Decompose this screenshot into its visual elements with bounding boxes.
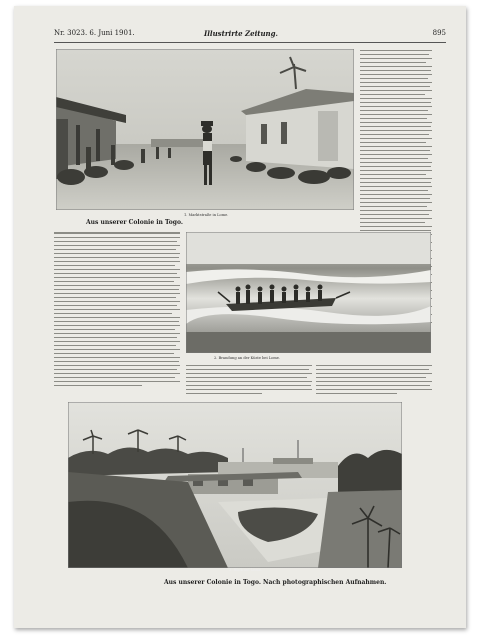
article-title: Aus unserer Colonie in Togo.: [86, 219, 183, 226]
newspaper-page: [14, 6, 466, 628]
middle-column-text-b: [316, 365, 432, 397]
photo-surf-boat: [186, 232, 431, 353]
photo-market-street: [56, 49, 354, 210]
bottom-caption: Aus unserer Colonie in Togo. Nach photographischen Aufnahmen.: [164, 579, 387, 586]
page-number: 895: [432, 29, 446, 37]
masthead: Illustrirte Zeitung.: [204, 29, 278, 38]
left-column-text: [54, 232, 180, 389]
caption-photo-2: 2. Brandung an der Küste bei Lome.: [214, 356, 281, 360]
page-header: [54, 29, 446, 41]
caption-photo-1: 1. Marktstraße in Lome.: [184, 213, 229, 217]
issue-line: Nr. 3023. 6. Juni 1901.: [54, 29, 135, 37]
photo-view-of-lome: [68, 402, 402, 568]
middle-column-text-a: [186, 365, 312, 397]
header-rule: [54, 42, 446, 43]
caption-photo-3: 3. Blick auf Lome.: [229, 568, 263, 572]
